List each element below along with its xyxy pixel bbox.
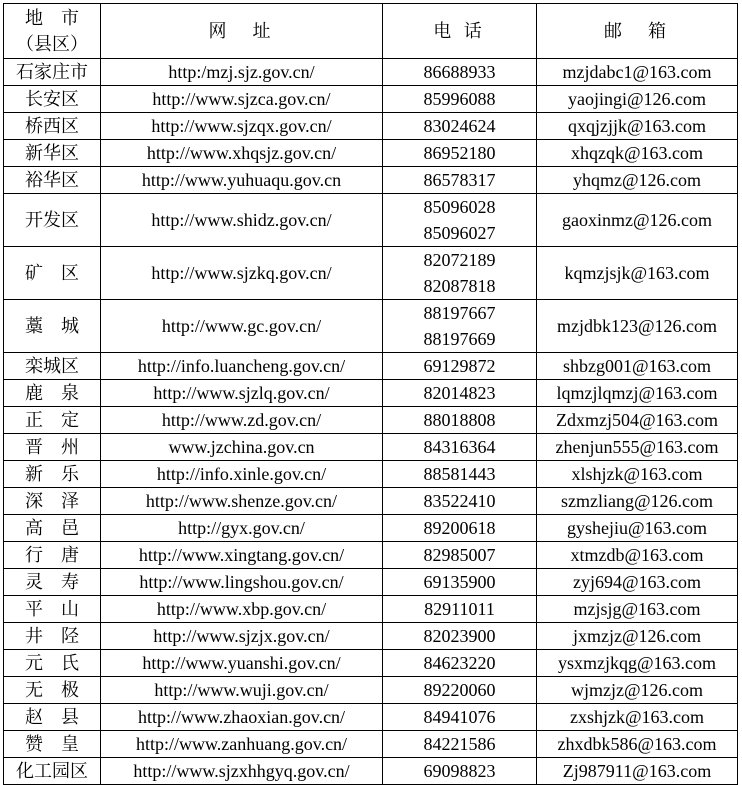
phone-number: 88581443 — [423, 464, 496, 484]
header-phone: 电 话 — [383, 4, 537, 59]
header-website: 网 址 — [101, 4, 383, 59]
website-link[interactable]: http://www.yuhuaqu.gov.cn — [101, 167, 383, 194]
table-row — [4, 758, 738, 785]
website-link[interactable]: http://www.zhaoxian.gov.cn/ — [101, 704, 383, 731]
email-link[interactable]: Zj987911@163.com — [537, 758, 738, 785]
region-cell: 开发区 — [4, 194, 101, 247]
phone-cell — [383, 650, 537, 677]
website-link[interactable]: http://info.luancheng.gov.cn/ — [101, 353, 383, 380]
phone-cell — [383, 86, 537, 113]
website-link[interactable]: http://www.sjzca.gov.cn/ — [101, 86, 383, 113]
email-link[interactable]: zhxdbk586@163.com — [537, 731, 738, 758]
region-cell: 正 定 — [4, 407, 101, 434]
phone-number: 86688933 — [423, 62, 496, 82]
website-link[interactable]: http://www.xbp.gov.cn/ — [101, 596, 383, 623]
phone-number: 69098823 — [423, 761, 496, 781]
phone-number: 82911011 — [424, 599, 495, 619]
phone-number: 89220060 — [423, 680, 496, 700]
phone-cell — [383, 488, 537, 515]
region-cell: 晋 州 — [4, 434, 101, 461]
phone-number: 84316364 — [423, 437, 496, 457]
table-row — [4, 731, 738, 758]
email-link[interactable]: yhqmz@126.com — [537, 167, 738, 194]
header-region-line1: 地 市 — [25, 8, 79, 28]
website-link[interactable]: http://www.shenze.gov.cn/ — [101, 488, 383, 515]
table-row — [4, 461, 738, 488]
email-link[interactable]: xlshjzk@163.com — [537, 461, 738, 488]
email-link[interactable]: xtmzdb@163.com — [537, 542, 738, 569]
phone-number: 84623220 — [423, 653, 496, 673]
website-link[interactable]: http://www.xingtang.gov.cn/ — [101, 542, 383, 569]
email-link[interactable]: gaoxinmz@126.com — [537, 194, 738, 247]
phone-number: 85096027 — [423, 223, 496, 243]
header-region-line2: （县区） — [16, 34, 88, 54]
phone-number: 86578317 — [423, 170, 496, 190]
website-link[interactable]: www.jzchina.gov.cn — [101, 434, 383, 461]
region-cell: 石家庄市 — [4, 59, 101, 86]
region-cell: 高 邑 — [4, 515, 101, 542]
phone-number: 85096028 — [423, 197, 496, 217]
phone-cell — [383, 380, 537, 407]
phone-number: 82087818 — [423, 276, 496, 296]
table-row — [4, 86, 738, 113]
email-link[interactable]: yaojingi@126.com — [537, 86, 738, 113]
phone-cell — [383, 407, 537, 434]
email-link[interactable]: zhenjun555@163.com — [537, 434, 738, 461]
table-row — [4, 677, 738, 704]
header-email: 邮 箱 — [537, 4, 738, 59]
website-link[interactable]: http://www.shidz.gov.cn/ — [101, 194, 383, 247]
website-link[interactable]: http://gyx.gov.cn/ — [101, 515, 383, 542]
phone-cell — [383, 677, 537, 704]
region-cell: 鹿 泉 — [4, 380, 101, 407]
website-link[interactable]: http://www.sjzjx.gov.cn/ — [101, 623, 383, 650]
phone-number: 88197669 — [423, 329, 496, 349]
phone-cell — [383, 758, 537, 785]
contact-table — [3, 3, 738, 785]
region-cell: 新 乐 — [4, 461, 101, 488]
phone-cell — [383, 247, 537, 300]
header-region — [4, 4, 101, 59]
table-row — [4, 194, 738, 247]
email-link[interactable]: xhqzqk@163.com — [537, 140, 738, 167]
phone-number: 83522410 — [423, 491, 496, 511]
region-cell: 行 唐 — [4, 542, 101, 569]
email-link[interactable]: qxqjzjjk@163.com — [537, 113, 738, 140]
table-row — [4, 623, 738, 650]
email-link[interactable]: jxmzjz@126.com — [537, 623, 738, 650]
website-link[interactable]: http://info.xinle.gov.cn/ — [101, 461, 383, 488]
phone-number: 84941076 — [423, 707, 496, 727]
website-link[interactable]: http://www.zanhuang.gov.cn/ — [101, 731, 383, 758]
phone-cell — [383, 515, 537, 542]
email-link[interactable]: wjmzjz@126.com — [537, 677, 738, 704]
region-cell: 深 泽 — [4, 488, 101, 515]
website-link[interactable]: http://www.yuanshi.gov.cn/ — [101, 650, 383, 677]
table-row — [4, 542, 738, 569]
region-cell: 化工园区 — [4, 758, 101, 785]
website-link[interactable]: http://www.wuji.gov.cn/ — [101, 677, 383, 704]
table-row — [4, 247, 738, 300]
table-row — [4, 59, 738, 86]
website-link[interactable]: http://www.sjzxhhgyq.gov.cn/ — [101, 758, 383, 785]
website-link[interactable]: http://www.xhqsjz.gov.cn/ — [101, 140, 383, 167]
phone-cell — [383, 300, 537, 353]
table-row — [4, 704, 738, 731]
phone-cell — [383, 623, 537, 650]
phone-number: 82985007 — [423, 545, 496, 565]
region-cell: 长安区 — [4, 86, 101, 113]
phone-cell — [383, 113, 537, 140]
email-link[interactable]: Zdxmzj504@163.com — [537, 407, 738, 434]
phone-cell — [383, 167, 537, 194]
region-cell: 灵 寿 — [4, 569, 101, 596]
table-row — [4, 353, 738, 380]
phone-cell — [383, 434, 537, 461]
website-link[interactable]: http://www.sjzqx.gov.cn/ — [101, 113, 383, 140]
region-cell: 栾城区 — [4, 353, 101, 380]
website-link[interactable]: http:/mzj.sjz.gov.cn/ — [101, 59, 383, 86]
phone-number: 82023900 — [423, 626, 496, 646]
region-cell: 藁 城 — [4, 300, 101, 353]
phone-cell — [383, 731, 537, 758]
phone-number: 83024624 — [423, 116, 496, 136]
phone-number: 82072189 — [423, 250, 496, 270]
table-row — [4, 380, 738, 407]
email-link[interactable]: szmzliang@126.com — [537, 488, 738, 515]
region-cell: 平 山 — [4, 596, 101, 623]
region-cell: 井 陉 — [4, 623, 101, 650]
email-link[interactable]: zxshjzk@163.com — [537, 704, 738, 731]
website-link[interactable]: http://www.gc.gov.cn/ — [101, 300, 383, 353]
email-link[interactable]: shbzg001@163.com — [537, 353, 738, 380]
phone-cell — [383, 140, 537, 167]
table-row — [4, 650, 738, 677]
region-cell: 赞 皇 — [4, 731, 101, 758]
table-row — [4, 596, 738, 623]
email-link[interactable]: mzjsjg@163.com — [537, 596, 738, 623]
table-row — [4, 434, 738, 461]
table-row — [4, 569, 738, 596]
phone-number: 84221586 — [423, 734, 496, 754]
phone-number: 86952180 — [423, 143, 496, 163]
region-cell: 元 氏 — [4, 650, 101, 677]
table-row — [4, 140, 738, 167]
phone-number: 69135900 — [423, 572, 496, 592]
table-row — [4, 488, 738, 515]
table-row — [4, 407, 738, 434]
phone-number: 89200618 — [423, 518, 496, 538]
region-cell: 矿 区 — [4, 247, 101, 300]
email-link[interactable]: lqmzjlqmzj@163.com — [537, 380, 738, 407]
phone-number: 88018808 — [423, 410, 496, 430]
table-row — [4, 515, 738, 542]
email-link[interactable]: kqmzjsjk@163.com — [537, 247, 738, 300]
website-link[interactable]: http://www.sjzkq.gov.cn/ — [101, 247, 383, 300]
table-row — [4, 113, 738, 140]
email-link[interactable]: mzjdbk123@126.com — [537, 300, 738, 353]
phone-number: 85996088 — [423, 89, 496, 109]
website-link[interactable]: http://www.zd.gov.cn/ — [101, 407, 383, 434]
region-cell: 无 极 — [4, 677, 101, 704]
phone-cell — [383, 704, 537, 731]
phone-cell — [383, 194, 537, 247]
header-row — [4, 4, 738, 59]
region-cell: 赵 县 — [4, 704, 101, 731]
phone-cell — [383, 596, 537, 623]
phone-cell — [383, 353, 537, 380]
website-link[interactable]: http://www.sjzlq.gov.cn/ — [101, 380, 383, 407]
phone-number: 88197667 — [423, 303, 496, 323]
phone-number: 82014823 — [423, 383, 496, 403]
table-body — [4, 59, 738, 785]
email-link[interactable]: gyshejiu@163.com — [537, 515, 738, 542]
phone-number: 69129872 — [423, 356, 496, 376]
phone-cell — [383, 569, 537, 596]
email-link[interactable]: mzjdabc1@163.com — [537, 59, 738, 86]
email-link[interactable]: zyj694@163.com — [537, 569, 738, 596]
email-link[interactable]: ysxmzjkqg@163.com — [537, 650, 738, 677]
region-cell: 裕华区 — [4, 167, 101, 194]
table-row — [4, 167, 738, 194]
website-link[interactable]: http://www.lingshou.gov.cn/ — [101, 569, 383, 596]
region-cell: 桥西区 — [4, 113, 101, 140]
table-row — [4, 300, 738, 353]
phone-cell — [383, 59, 537, 86]
region-cell: 新华区 — [4, 140, 101, 167]
phone-cell — [383, 461, 537, 488]
phone-cell — [383, 542, 537, 569]
